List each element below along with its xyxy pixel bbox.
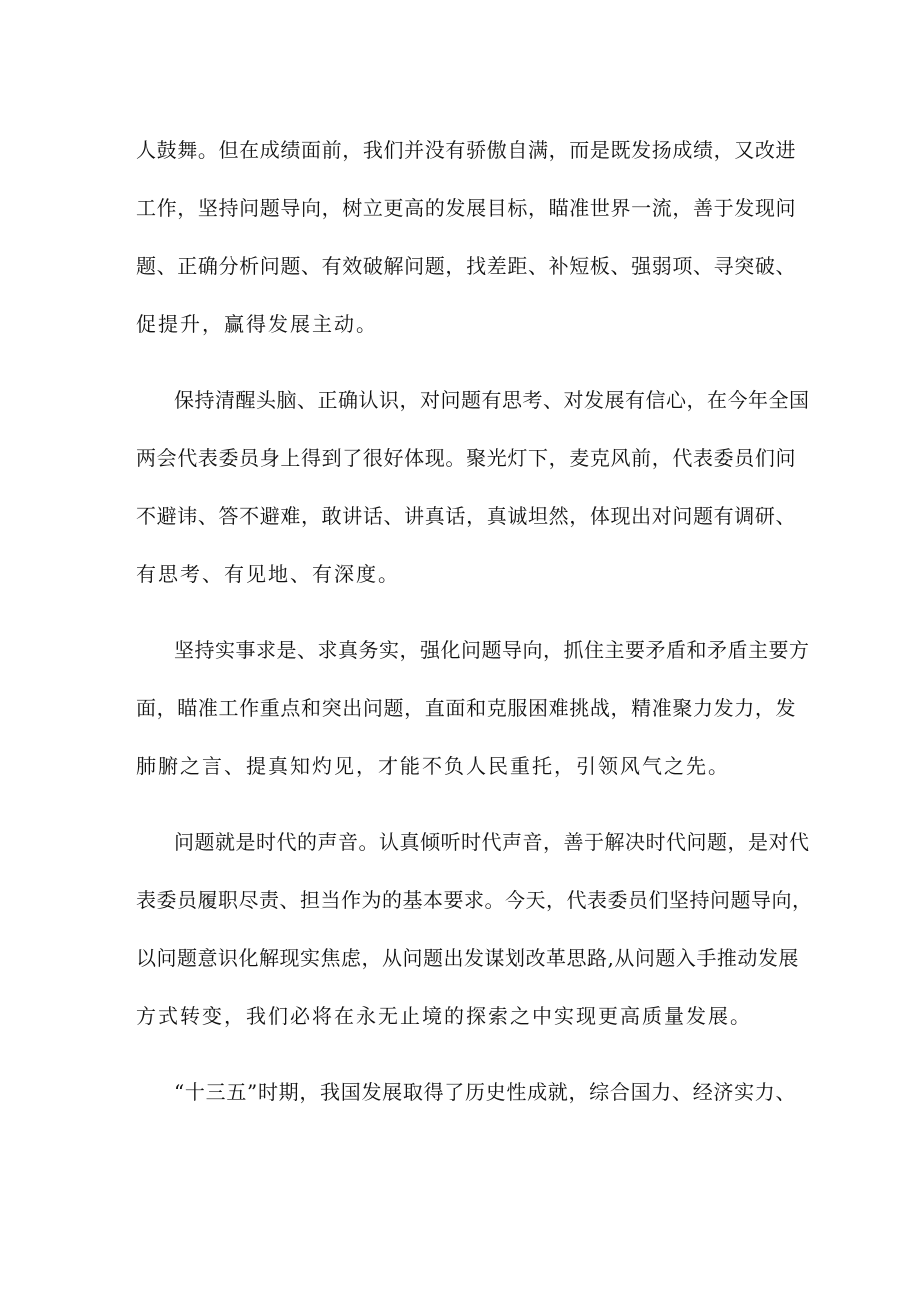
paragraph-1-line-4: 促提升，赢得发展主动。: [136, 312, 378, 336]
paragraph-2-line-2: 两会代表委员身上得到了很好体现。聚光灯下，麦克风前，代表委员们问: [136, 446, 796, 470]
paragraph-4-line-3: 以问题意识化解现实焦虑，从问题出发谋划改革思路,从问题入手推动发展: [136, 946, 799, 970]
paragraph-3-line-3: 肺腑之言、提真知灼见，才能不负人民重托，引领风气之先。: [136, 754, 730, 778]
paragraph-1-line-2: 工作，坚持问题导向，树立更高的发展目标，瞄准世界一流，善于发现问: [136, 196, 796, 220]
paragraph-1-line-1: 人鼓舞。但在成绩面前，我们并没有骄傲自满，而是既发扬成绩，又改进: [136, 138, 796, 162]
paragraph-2-line-3: 不避讳、答不避难，敢讲话、讲真话，真诚坦然，体现出对问题有调研、: [136, 504, 796, 528]
paragraph-4-line-4: 方式转变，我们必将在永无止境的探索之中实现更高质量发展。: [136, 1004, 752, 1028]
paragraph-2-line-4: 有思考、有见地、有深度。: [136, 562, 400, 586]
paragraph-5-line-1: “十三五”时期，我国发展取得了历史性成就，综合国力、经济实力、: [174, 1080, 796, 1104]
paragraph-1-line-3: 题、正确分析问题、有效破解问题，找差距、补短板、强弱项、寻突破、: [136, 254, 796, 278]
paragraph-3-line-2: 面，瞄准工作重点和突出问题，直面和克服困难挑战，精准聚力发力，发: [136, 696, 796, 720]
paragraph-4-line-2: 表委员履职尽责、担当作为的基本要求。今天，代表委员们坚持问题导向，: [136, 888, 813, 912]
paragraph-2-line-1: 保持清醒头脑、正确认识，对问题有思考、对发展有信心，在今年全国: [174, 388, 810, 412]
paragraph-3-line-1: 坚持实事求是、求真务实，强化问题导向，抓住主要矛盾和矛盾主要方: [174, 638, 810, 662]
paragraph-4-line-1: 问题就是时代的声音。认真倾听时代声音，善于解决时代问题，是对代: [174, 830, 810, 854]
